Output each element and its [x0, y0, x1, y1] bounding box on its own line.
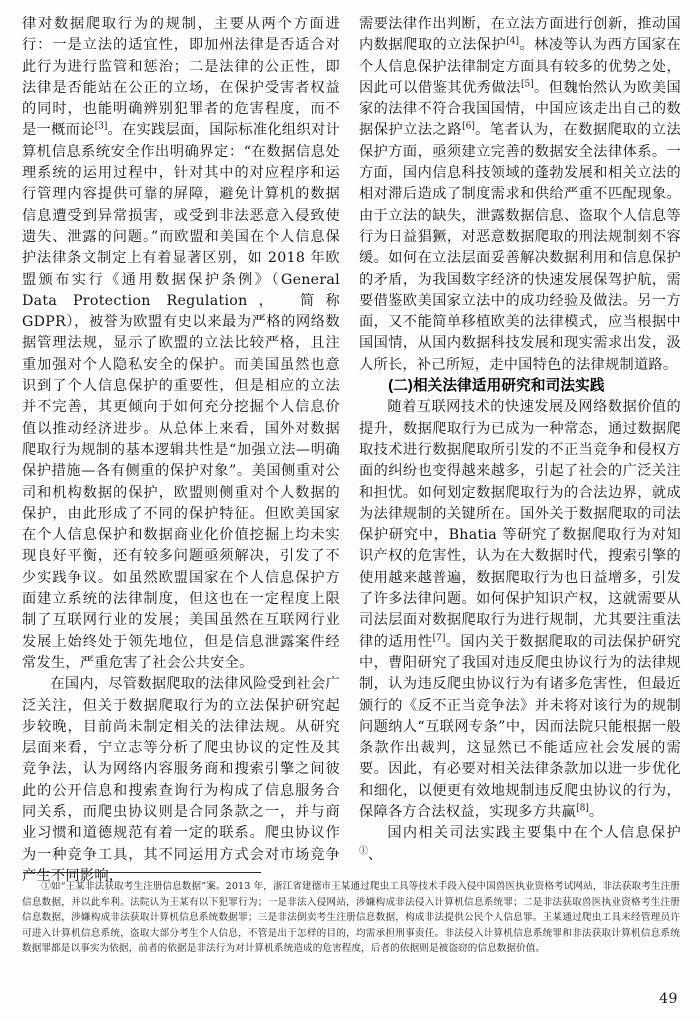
- paragraph-1: [22, 14, 340, 674]
- paragraph-3-text: 需要法律作出判断，在立法方面进行创新，推动国内数据爬取的立法保护: [359, 16, 681, 54]
- paragraph-5-tail: 、: [368, 846, 383, 863]
- reference-marker-7: [7]: [432, 632, 446, 643]
- two-column-layout: [22, 14, 682, 884]
- paragraph-3-part2-tail: 。但魏怡然认为欧美国家的法律不符合我国国情，中国应该走出自己的数据保护立法之路: [359, 79, 682, 139]
- paragraph-4: [359, 397, 681, 823]
- paragraph-4-text: 随着互联网技术的快速发展及网络数据价值的提升，数据爬取行为已成为一种常态，通过数据爬取技术进行数据爬取所引发的不正当竞争和侵权方面的纠纷也变得越来越多，引起了社会的广泛关注和担忧。如何划定数据爬取行为的合法边界，就成为法律规制的关键所在。国外关于数据爬取的司法保护研究中，Bhatia 等研究了数据爬取行为对知识产权的危害性，认为在大数据时代，搜索引擎的使用越来越普遍，数据爬取行为也日益增多，引发了许多法律问题。如何保护知识产权，这就需要从司法层面对数据爬取行为进行规制，尤其要注重法律的适用性: [359, 399, 681, 650]
- page-number: 49: [659, 991, 678, 1007]
- paragraph-3-tail: 。林凌等认为西方国家在个人信息保护法律制定方面具有较多的优势之处，因此可以借鉴其优秀做法: [359, 37, 682, 96]
- reference-marker-5: [5]: [521, 79, 534, 90]
- paragraph-3: [359, 14, 681, 376]
- footnote-divider: [23, 872, 261, 873]
- paragraph-5-text: 国内相关司法实践主要集中在个人信息保护: [387, 825, 681, 842]
- paragraph-1-tail: 。在实践层面，国际标准化组织对计算机信息系统安全作出明确界定：“在数据信息处理系统的运用过程中，针对其中的对应程序和运行管理内容提供可靠的屏障，避免计算机的数据信息遭受到异常损害，或受到非法恶意入侵致使遗失、泄露的问题。”而欧盟和美国在个人信息保护法律条文制定上有着显著区别，如 2018 年欧盟颁布实行《通用数据保护条例》（General Data Protection Regulation， 简称 GDPR），被誉为欧盟有史以来最为严格的网络数据管理法规，显示了欧盟的立法比较严格，且注重加强对个人隐私安全的保护。而美国虽然也意识到了个人信息保护的重要性，但是相应的立法并不完善，其更倾向于如何充分挖掘个人信息价值以推动经济进步。从总体上来看，国外对数据爬取行为规制的基本逻辑共性是“加强立法—明确保护措施—各有侧重的保护对象”。美国侧重对公司和机构数据的保护，欧盟则侧重对个人数据的保护，由此形成了不同的保护特征。但欧美国家在个人信息保护和数据商业化价值挖掘上均未实现良好平衡，还有较多问题亟须解决，引发了不少实践争议。如虽然欧盟国家在个人信息保护方面建立系统的法律制度，但这也在一定程度上限制了互联网行业的发展；美国虽然在互联网行业发展上始终处于领先地位，但是信息泄露案件经常发生，严重危害了社会公共安全。: [22, 122, 341, 671]
- paragraph-2-text: 在国内，尽管数据爬取的法律风险受到社会广泛关注，但关于数据爬取行为的立法保护研究起步较晚，目前尚未制定相关的法律法规。从研究层面来看，宁立志等分析了爬虫协议的定性及其竞争法，认为网络内容服务商和搜索引擎之间彼此的公开信息和搜索查询行为构成了信息服务合同关系，而爬虫协议则是合同条款之一，并与商业习惯和道德规范有着一定的联系。爬虫协议作为一种竞争工具，其不同运用方式会对市场竞争产生不同影响，: [22, 676, 340, 884]
- paragraph-1-text: 律对数据爬取行为的规制，主要从两个方面进行：一是立法的适宜性，即加州法律是否适合对此行为进行监管和惩治；二是法律的公正性，即法律是否能站在公正的立场，在保护受害者权益的同时，也能明确辨别犯罪者的危害程度，而不是一概而论: [22, 16, 340, 139]
- reference-marker-4: [4]: [506, 36, 520, 47]
- paragraph-5: [359, 823, 681, 866]
- reference-marker-6: [6]: [462, 121, 475, 132]
- footnote-text: ①如“王某非法获取考生注册信息数据”案。2013 年，浙江省建德市王某通过爬虫工具等技术手段入侵中国兽医执业资格考试网站，非法获取考生注册信息数据，并以此牟利。法院认为王某有以下犯罪行为；一是非法入侵网站，涉嫌构成非法侵入计算机信息系统罪；二是非法获取兽医执业资格考生注册信息数据，涉嫌构成非法获取计算机信息系统数据罪；三是非法倒卖考生注册信息数据，构成非法提供公民个人信息罪。王某通过爬虫工具未经管理员许可进入计算机信息系统，盗取大部分考生个人信息，不管是出于怎样的目的，均需承担刑事责任。非法侵入计算机信息系统罪和非法获取计算机信息系统数据罪都是以事实为依据，前者的依据是非法行为对计算机系统造成的危害程度，后者的依据则是被盗窃的信息数据价值。: [22, 881, 680, 955]
- footnote-zone: [22, 872, 680, 957]
- left-column: [22, 14, 341, 884]
- section-heading-2: (二)相关法律适用研究和司法实践: [388, 378, 605, 395]
- reference-marker-8: [8]: [576, 803, 589, 814]
- paragraph-2: [22, 674, 340, 887]
- right-column: [359, 14, 681, 866]
- paragraph-4-tail: 。国内关于数据爬取的司法保护研究中，曹阳研究了我国对违反爬虫协议行为的法律规制，认为违反爬虫协议行为有诸多危害性，但最近颁行的《反不正当竞争法》并未将对该行为的规制问题纳人“互联网专条”中，因而法院只能根据一般条款作出裁判，这显然已不能适应社会发展的需要。因此，有必要对相关法律条款加以进一步优化和细化，以便更有效地规制违反爬虫协议的行为，保障各方合法权益，实现多方共赢: [359, 633, 682, 820]
- paragraph-3-part3-tail: 。笔者认为，在数据爬取的立法保护方面，亟须建立完善的数据安全法律体系。一方面，国内信息科技领域的蓬勃发展和相关立法的相对滞后造成了制度需求和供给严重不匹配现象。由于立法的缺失，泄露数据信息、盗取个人信息等行为日益猖獗，对恶意数据爬取的刑法规制刻不容缓。如何在立法层面妥善解决数据利用和信息保护的矛盾，为我国数字经济的快速发展保驾护航，需要借鉴欧美国家立法中的成功经验及做法。另一方面，又不能简单移植欧美的法律模式，应当根据中国国情，从国内数据科技发展和现实需求出发，汲人所长，补己所短，走中国特色的法律规制道路。: [359, 122, 681, 373]
- footnote-marker-circle-1: ①: [359, 845, 369, 856]
- paragraph-4-end-tail: 。: [588, 803, 604, 820]
- reference-marker-3: [3]: [94, 121, 108, 132]
